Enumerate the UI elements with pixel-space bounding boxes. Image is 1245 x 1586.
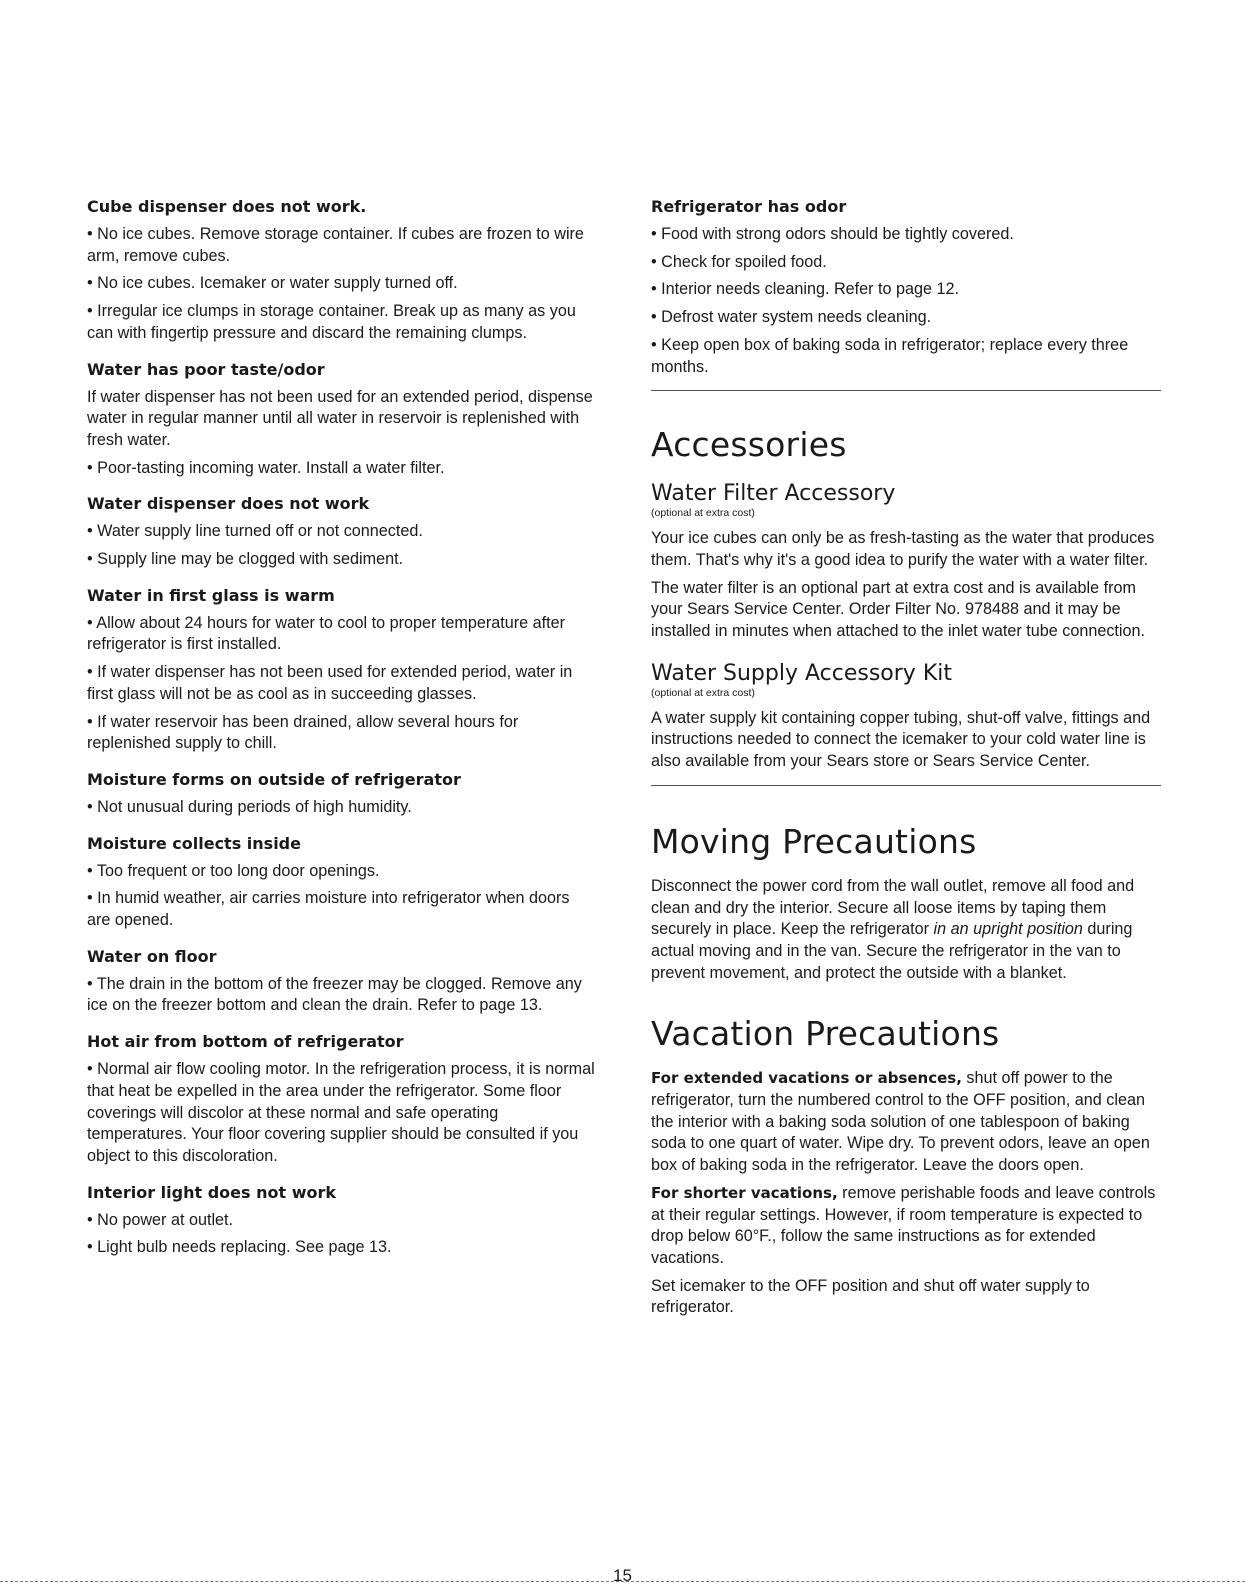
water-filter-text: Your ice cubes can only be as fresh-tasting as the water that produces them. That's why it's a good idea to purify the water with a water filter.	[651, 529, 1155, 569]
section-text: • Normal air flow cooling motor. In the refrigeration process, it is normal that heat be expelled in the area under the refrigerator. Some floor coverings will discolor at these normal and safe operating temperatures. Your floor covering supplier should be consulted if you object to this discoloration.	[87, 1060, 595, 1165]
divider	[651, 785, 1161, 786]
accessories-title: Accessories	[651, 425, 847, 465]
section-water-floor	[87, 946, 597, 1017]
section-text: • Defrost water system needs cleaning.	[651, 308, 932, 327]
section-text: • In humid weather, air carries moisture into refrigerator when doors are opened.	[87, 889, 570, 930]
section-heading: Cube dispenser does not work.	[87, 197, 367, 216]
section-text: • No ice cubes. Icemaker or water supply turned off.	[87, 274, 458, 293]
section-heading: Water on floor	[87, 946, 217, 966]
section-text: • Too frequent or too long door openings.	[87, 861, 380, 880]
section-hot-air	[87, 1031, 597, 1168]
section-text: • Check for spoiled food.	[651, 252, 827, 271]
vacation-text	[651, 1183, 1161, 1270]
section-vacation	[651, 1014, 1161, 1319]
vacation-title: Vacation Precautions	[651, 1014, 1000, 1054]
section-moisture-inside	[87, 833, 597, 932]
section-interior-light	[87, 1182, 597, 1259]
moving-text-part: Disconnect the power cord from the wall outlet, remove all food and clean and dry the interior. Secure all loose items by taping them securely in place. Keep the refrigerator	[651, 876, 1135, 939]
section-moisture-outside	[87, 769, 597, 819]
water-supply-kit-subtitle: (optional at extra cost)	[651, 686, 755, 699]
section-refrigerator-odor	[651, 196, 1161, 391]
water-filter-subtitle: (optional at extra cost)	[651, 507, 755, 520]
section-heading: Water has poor taste/odor	[87, 359, 325, 379]
section-text: • Poor-tasting incoming water. Install a water filter.	[87, 458, 445, 477]
vacation-text: Set icemaker to the OFF position and shut off water supply to refrigerator.	[651, 1276, 1090, 1317]
section-cube-dispenser	[87, 196, 597, 345]
section-text: • No ice cubes. Remove storage container. If cubes are frozen to wire arm, remove cubes.	[87, 225, 584, 265]
section-text: • If water reservoir has been drained, allow several hours for replenished supply to chill.	[87, 712, 519, 753]
water-supply-kit-title: Water Supply Accessory Kit	[651, 660, 952, 686]
section-text: • Keep open box of baking soda in refrigerator; replace every three months.	[651, 335, 1129, 376]
moving-text	[651, 876, 1161, 985]
section-heading: Moisture collects inside	[87, 833, 301, 853]
section-heading: Water dispenser does not work	[87, 494, 370, 514]
water-supply-kit-text: A water supply kit containing copper tubing, shut-off valve, fittings and instructions needed to connect the icemaker to your cold water line is also available from your Sears store or Sears Service Center.	[651, 708, 1151, 771]
right-column	[651, 196, 1161, 1325]
section-heading: Hot air from bottom of refrigerator	[87, 1032, 404, 1052]
water-filter-title: Water Filter Accessory	[651, 481, 896, 507]
section-text: • Light bulb needs replacing. See page 13.	[87, 1238, 392, 1257]
troubleshooting-left-column	[87, 196, 597, 1273]
section-water-dispenser	[87, 493, 597, 570]
section-first-glass	[87, 585, 597, 755]
section-heading: Moisture forms on outside of refrigerator	[87, 769, 461, 789]
vacation-lead: For extended vacations or absences,	[651, 1069, 962, 1088]
page-bottom-edge	[0, 1581, 1245, 1582]
vacation-text-part: shut off power to the refrigerator, turn the numbered control to the OFF position, and clean the interior with a baking soda solution of one tablespoon of baking soda to one quart of water. Wipe dry. To prevent odors, leave an open box of baking soda in the refrigerator. Leave the doors open.	[651, 1069, 1150, 1175]
water-filter-text: The water filter is an optional part at extra cost and is available from your Sears Service Center. Order Filter No. 978488 and it may be installed in minutes when attached to the inlet water tube connection.	[651, 578, 1146, 641]
moving-text-emphasis: in an upright position	[933, 920, 1083, 939]
moving-title: Moving Precautions	[651, 821, 977, 861]
section-text: • Interior needs cleaning. Refer to page 12.	[651, 280, 960, 299]
section-text: • Food with strong odors should be tightly covered.	[651, 225, 1014, 243]
vacation-text	[651, 1068, 1161, 1177]
page-number: 15	[613, 1566, 632, 1585]
section-text: • Water supply line turned off or not connected.	[87, 522, 423, 541]
section-accessories	[651, 425, 1161, 786]
section-text: • The drain in the bottom of the freezer may be clogged. Remove any ice on the freezer bottom and clean the drain. Refer to page 13.	[87, 974, 582, 1015]
vacation-text-part: remove perishable foods and leave controls at their regular settings. However, if room temperature is expected to drop below 60°F., follow the same instructions as for extended vacations.	[651, 1183, 1156, 1267]
moving-text-part: during actual moving and in the van. Secure the refrigerator in the van to prevent movement, and protect the outside with a blanket.	[651, 920, 1133, 982]
section-water-taste	[87, 359, 597, 480]
section-text: • Not unusual during periods of high humidity.	[87, 797, 412, 816]
section-heading: Water in first glass is warm	[87, 585, 335, 605]
section-text: • If water dispenser has not been used for extended period, water in first glass will not be as cool as in succeeding glasses.	[87, 663, 573, 703]
section-text: • Allow about 24 hours for water to cool to proper temperature after refrigerator is first installed.	[87, 613, 566, 654]
vacation-lead: For shorter vacations,	[651, 1183, 838, 1202]
section-text: • Irregular ice clumps in storage container. Break up as many as you can with fingertip pressure and discard the remaining clumps.	[87, 302, 576, 342]
section-heading: Interior light does not work	[87, 1182, 336, 1202]
section-text: • Supply line may be clogged with sediment.	[87, 550, 404, 569]
divider	[651, 390, 1161, 391]
section-heading: Refrigerator has odor	[651, 197, 847, 216]
section-text: • No power at outlet.	[87, 1210, 234, 1229]
section-moving	[651, 822, 1161, 985]
section-text: If water dispenser has not been used for an extended period, dispense water in regular manner until all water in reservoir is replenished with fresh water.	[87, 387, 593, 449]
